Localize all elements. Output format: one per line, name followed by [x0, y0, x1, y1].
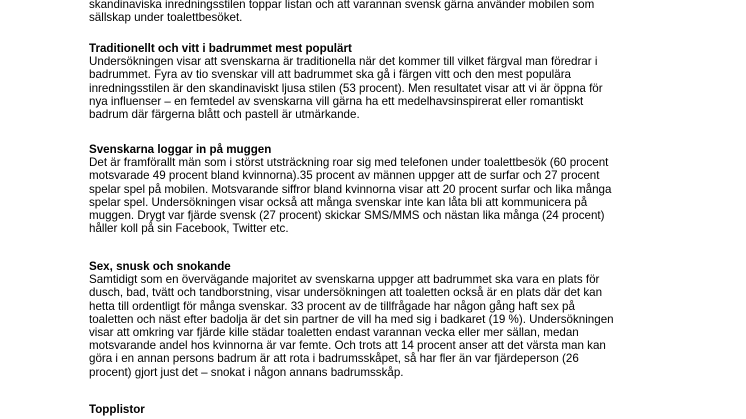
paragraph-line: motsvarande andel hos kvinnorna är var femte. Och trots att 14 procent anser att det värsta man kan	[89, 339, 606, 353]
section-topplistor	[89, 403, 689, 416]
paragraph-line: toaletten och näst efter badolja är det sin partner de vill ha med sig i badkaret (19 %). Undersökningen	[89, 312, 614, 326]
paragraph-line: inredningsstilen är den skandinaviskt ljusa stilen (53 procent). Men resultatet visar att vi är öppna för	[89, 81, 603, 95]
paragraph-line: spelar spel på mobilen. Motsvarande siffror bland kvinnorna visar att 20 procent surfar och lika många	[89, 182, 612, 196]
paragraph-line: håller koll på sin Facebook, Twitter etc.	[89, 222, 289, 236]
paragraph-line: dusch, bad, tvätt och tandborstning, visar undersökningen att toaletten också är en plats där det kan	[89, 286, 603, 300]
section-heading: Topplistor	[89, 403, 145, 416]
paragraph-line: göra i en annan persons badrum är att rota i badrumsskåpet, så har fler än var fjärdeperson (26	[89, 352, 579, 366]
paragraph-line: spelar spel. Undersökningen visar också att många svenskar inte kan låta bli att kommunicera på	[89, 195, 588, 209]
paragraph-line: hetta till ordentligt för många svenskar. 33 procent av de tillfrågade har någon gång haft sex på	[89, 299, 575, 313]
section-heading: Svenskarna loggar in på muggen	[89, 143, 272, 156]
paragraph-line: Samtidigt som en övervägande majoritet av svenskarna uppger att badrummet ska vara en plats för	[89, 273, 600, 287]
section-heading: Traditionellt och vitt i badrummet mest populärt	[89, 42, 352, 55]
section-sex-snusk-snokande	[89, 260, 689, 379]
section-traditionellt	[89, 42, 689, 121]
section-svenskarna-loggar-in	[89, 143, 689, 235]
section-heading: Sex, snusk och snokande	[89, 260, 231, 273]
paragraph-line: Undersökningen visar att svenskarna är traditionella när det kommer till vilket färgval man föredrar i	[89, 55, 598, 69]
intro-line: skandinaviska inredningsstilen toppar listan och att varannan svensk gärna använder mobilen som	[89, 0, 595, 11]
paragraph-line: Det är framförallt män som i störst utsträckning roar sig med telefonen under toalettbesök (60 procent	[89, 156, 609, 170]
intro-paragraph	[89, 0, 689, 24]
paragraph-line: procent) gjort just det – snokat i någon annans badrumsskåp.	[89, 365, 404, 379]
paragraph-line: nya influenser – en femtedel av svenskarna vill gärna ha ett medelhavsinspirerat eller romantiskt	[89, 94, 584, 108]
paragraph-line: visar att omkring var fjärde kille städar toaletten endast varannan vecka eller mer sällan, medan	[89, 326, 579, 340]
paragraph-line: muggen. Drygt var fjärde svensk (27 procent) skickar SMS/MMS och nästan lika många (24 procent)	[89, 209, 605, 223]
paragraph-line: badrummet. Fyra av tio svenskar vill att badrummet ska gå i färgen vitt och den mest populära	[89, 68, 572, 82]
paragraph-line: badrum där färgerna blått och pastell är utmärkande.	[89, 108, 360, 122]
intro-line: sällskap under toalettbesöket.	[89, 11, 243, 25]
paragraph-line: motsvarade 49 procent bland kvinnorna).35 procent av männen uppger att de surfar och 27 procent	[89, 169, 600, 183]
